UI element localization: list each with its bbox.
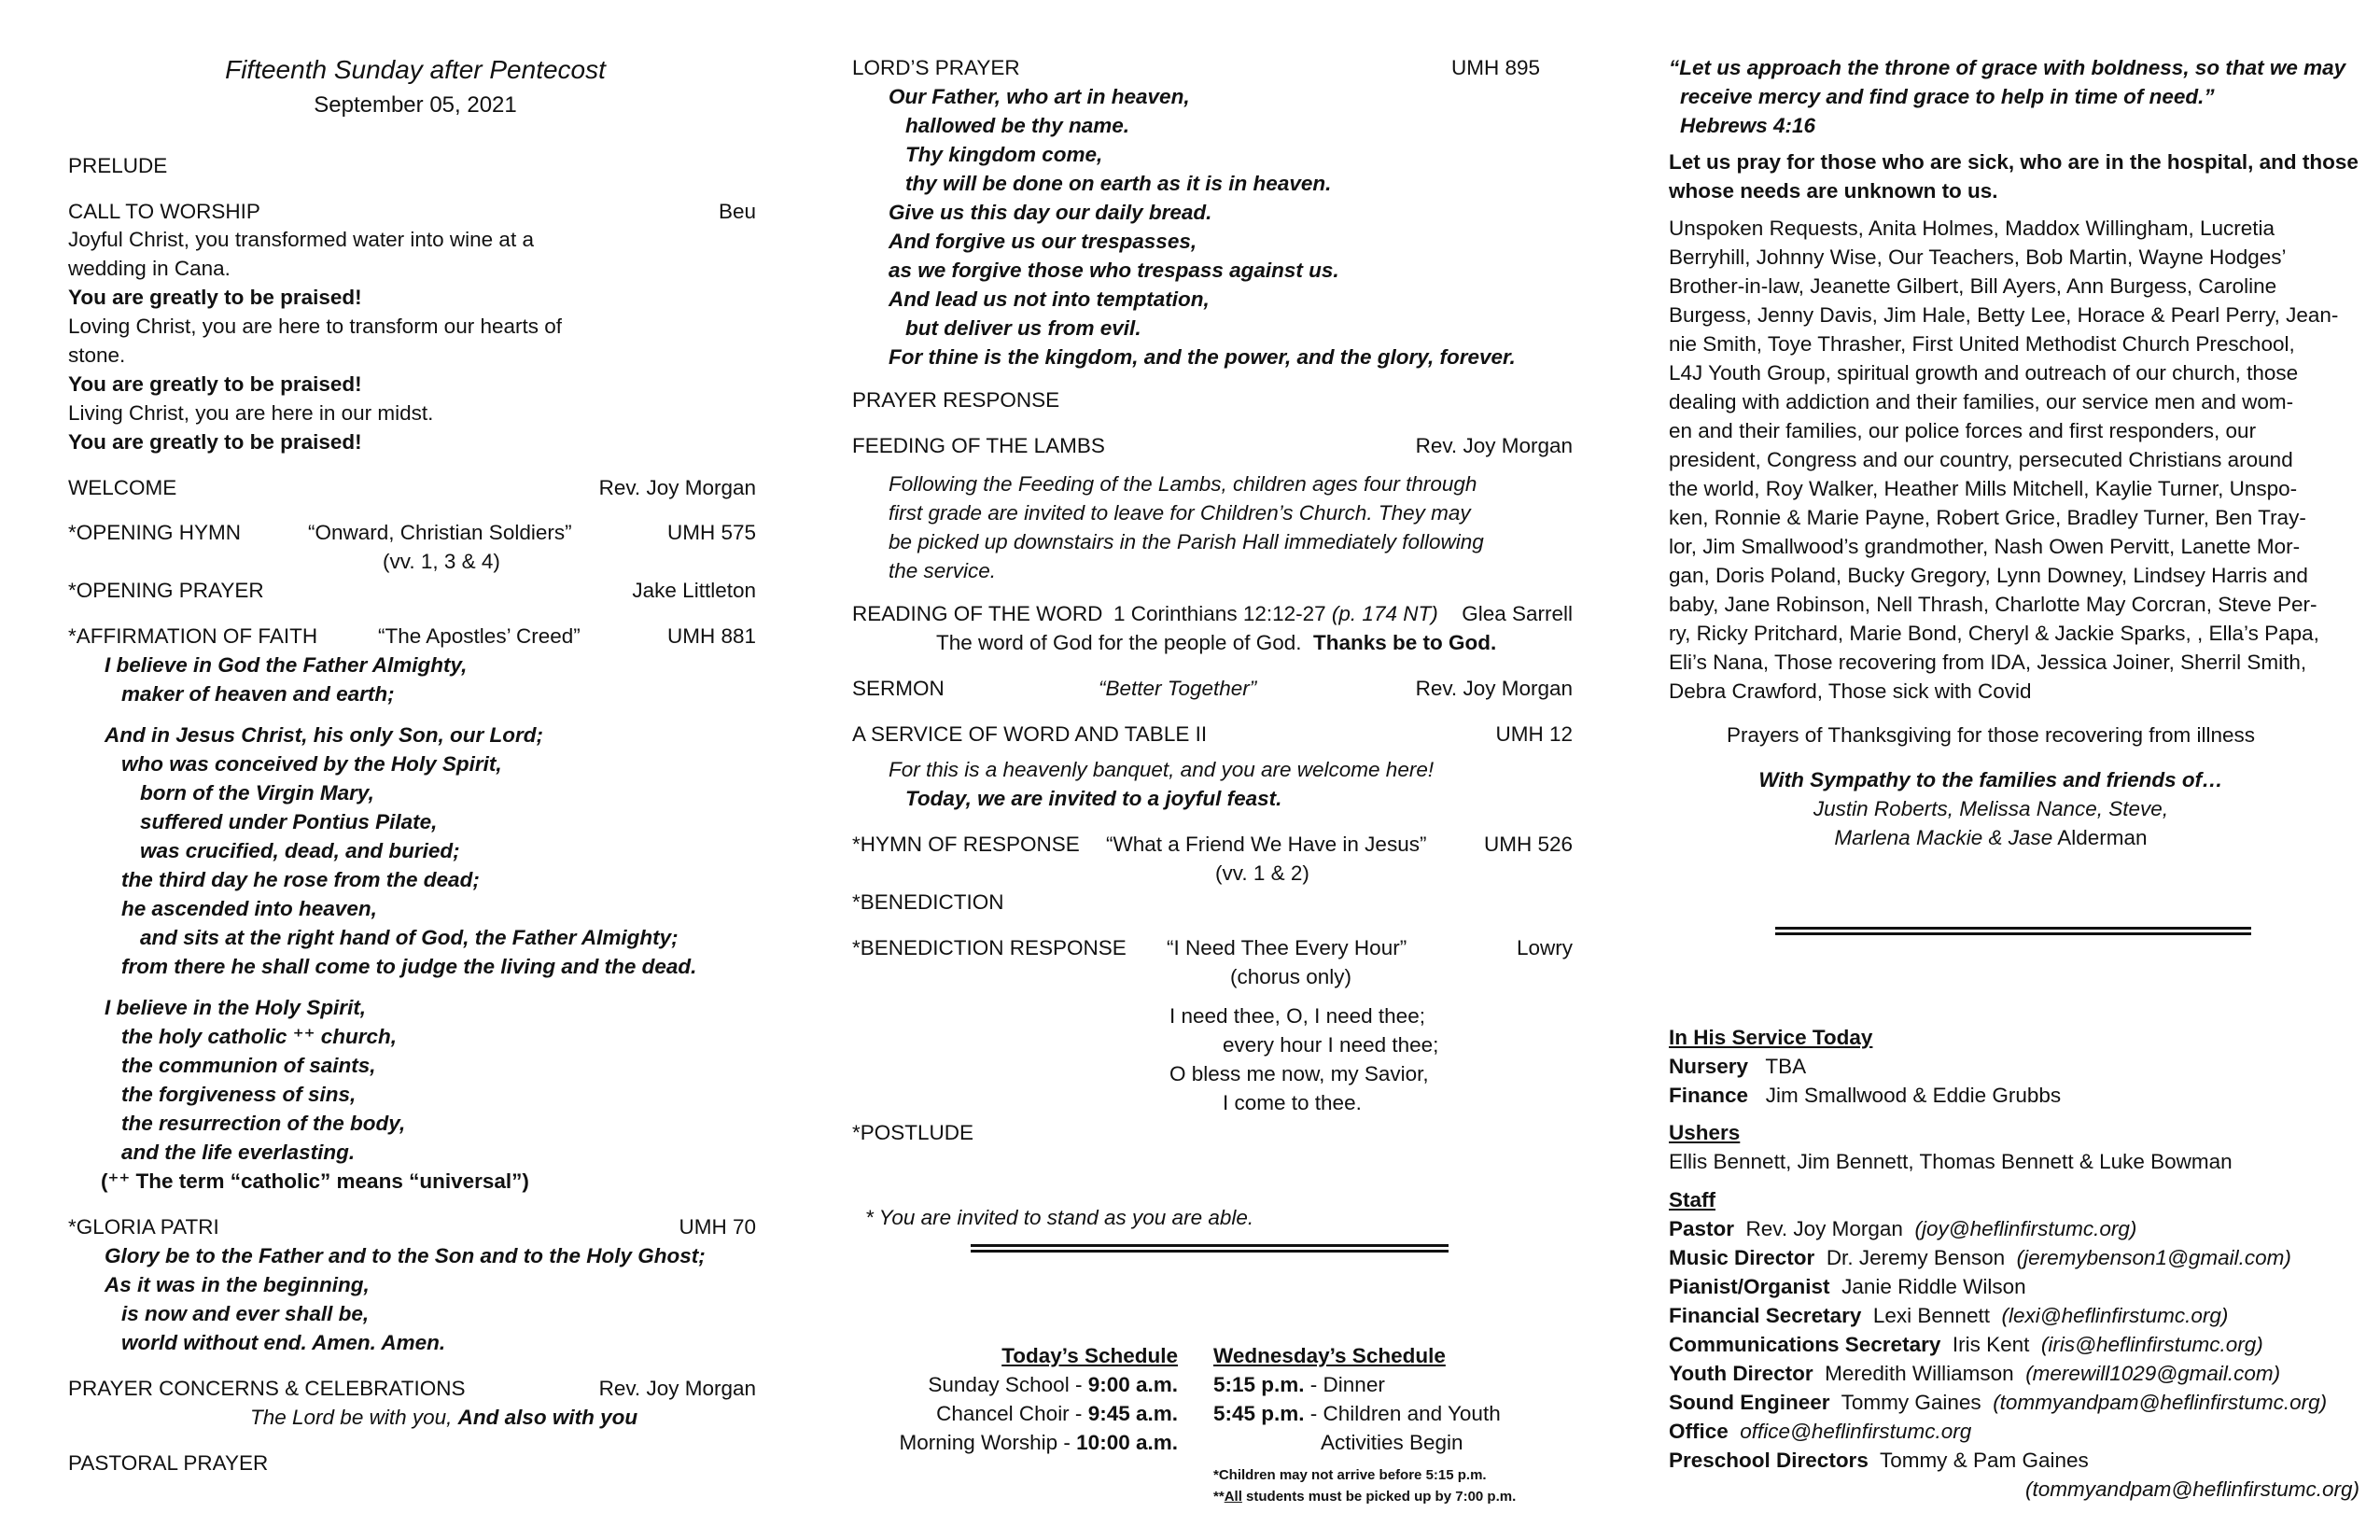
staff-role: Music Director — [1669, 1246, 1815, 1269]
section-divider — [971, 1244, 1449, 1253]
wednesday-row — [1213, 1400, 1501, 1428]
gloria-patri-number: UMH 70 — [679, 1215, 756, 1239]
stand-note: * You are invited to stand as you are able. — [865, 1206, 1254, 1229]
staff-role: Pastor — [1669, 1217, 1735, 1240]
call-line: stone. — [68, 343, 126, 367]
prayer-request-line: Debra Crawford, Those sick with Covid — [1669, 679, 2032, 703]
creed-line: the holy catholic ⁺⁺ church, — [121, 1025, 398, 1048]
creed-line: and the life everlasting. — [121, 1141, 356, 1164]
lords-prayer-number: UMH 895 — [1450, 56, 1540, 79]
staff-row — [1669, 1215, 2136, 1243]
schedule-time: 9:45 a.m. — [1087, 1402, 1178, 1425]
scripture-quote: “Let us approach the throne of grace with boldness, so that we may — [1669, 56, 2346, 79]
creed-line: maker of heaven and earth; — [121, 682, 395, 706]
finance-value: Jim Smallwood & Eddie Grubbs — [1765, 1084, 2062, 1107]
wednesday-schedule-heading: Wednesday’s Schedule — [1213, 1344, 1446, 1367]
gloria-line: is now and ever shall be, — [121, 1302, 370, 1325]
staff-email: (merewill1029@gmail.com) — [2025, 1362, 2281, 1385]
creed-footnote: (⁺⁺ The term “catholic” means “universal”) — [101, 1169, 529, 1193]
opening-prayer-leader: Jake Littleton — [632, 579, 756, 602]
finance-label: Finance — [1669, 1084, 1749, 1107]
prayer-intro: Let us pray for those who are sick, who are in the hospital, and those — [1669, 150, 2359, 174]
prayer-request-line: Berryhill, Johnny Wise, Our Teachers, Bob Martin, Wayne Hodges’ — [1669, 245, 2287, 269]
staff-email: office@heflinfirstumc.org — [1740, 1420, 1972, 1443]
staff-row — [1669, 1331, 2263, 1359]
word-table-number: UMH 12 — [1495, 722, 1573, 746]
affirmation-label: *AFFIRMATION OF FAITH — [68, 624, 318, 648]
word-table-reply: Today, we are invited to a joyful feast. — [905, 787, 1282, 810]
sympathy-heading: With Sympathy to the families and friends of… — [1758, 768, 2223, 791]
creed-line: I believe in God the Father Almighty, — [105, 653, 468, 677]
concerns-reply: And also with you — [457, 1406, 638, 1429]
feeding-lambs-label: FEEDING OF THE LAMBS — [852, 434, 1105, 457]
service-title: Fifteenth Sunday after Pentecost — [225, 55, 606, 84]
schedule-time: 5:45 p.m. — [1213, 1402, 1305, 1425]
benediction-response-label: *BENEDICTION RESPONSE — [852, 936, 1127, 959]
creed-line: the third day he rose from the dead; — [121, 868, 480, 891]
section-divider — [1775, 927, 2251, 935]
prayer-request-line: nie Smith, Toye Thrasher, First United Methodist Church Preschool, — [1669, 332, 2295, 356]
opening-hymn-number: UMH 575 — [666, 521, 756, 544]
lords-prayer-line: For thine is the kingdom, and the power, and the glory, forever. — [889, 345, 1516, 369]
staff-email: (joy@heflinfirstumc.org) — [1914, 1217, 2137, 1240]
concerns-call: The Lord be with you, — [250, 1406, 453, 1429]
lords-prayer-line: but deliver us from evil. — [905, 316, 1141, 340]
ushers-heading: Ushers — [1669, 1121, 1741, 1144]
postlude-label: *POSTLUDE — [852, 1121, 974, 1144]
gloria-line: Glory be to the Father and to the Son and to the Holy Ghost; — [105, 1244, 706, 1267]
staff-name: Tommy Gaines — [1841, 1391, 1981, 1414]
prayer-request-line: dealing with addiction and their families, our service men and wom- — [1669, 390, 2294, 413]
note-text: students must be picked up by 7:00 p.m. — [1241, 1489, 1517, 1505]
creed-line: the forgiveness of sins, — [121, 1083, 357, 1106]
reading-label: READING OF THE WORD — [852, 602, 1103, 625]
service-today-heading: In His Service Today — [1669, 1026, 1873, 1049]
service-date: September 05, 2021 — [314, 92, 517, 118]
feeding-lambs-note: first grade are invited to leave for Children’s Church. They may — [889, 501, 1471, 525]
staff-name: Janie Riddle Wilson — [1841, 1275, 2026, 1298]
call-to-worship-label: CALL TO WORSHIP — [68, 200, 260, 223]
scripture-quote: receive mercy and find grace to help in time of need.” — [1680, 85, 2215, 108]
nursery-row — [1669, 1053, 1806, 1081]
call-line: Living Christ, you are here in our midst. — [68, 401, 434, 425]
benediction-response-title: “I Need Thee Every Hour” — [1167, 936, 1407, 959]
call-response: You are greatly to be praised! — [68, 430, 362, 454]
call-response: You are greatly to be praised! — [68, 286, 362, 309]
schedule-event: - Dinner — [1304, 1373, 1385, 1396]
concerns-response — [250, 1404, 637, 1432]
scripture-citation: Hebrews 4:16 — [1680, 114, 1816, 137]
staff-role: Financial Secretary — [1669, 1304, 1862, 1327]
prayer-concerns-label: PRAYER CONCERNS & CELEBRATIONS — [68, 1377, 466, 1400]
gloria-patri-label: *GLORIA PATRI — [68, 1215, 219, 1239]
hymn-response-title: “What a Friend We Have in Jesus” — [1106, 833, 1427, 856]
word-table-call: For this is a heavenly banquet, and you are welcome here! — [889, 758, 1435, 781]
reading-reader: Glea Sarrell — [1462, 602, 1573, 625]
ushers-names: Ellis Bennett, Jim Bennett, Thomas Bennett & Luke Bowman — [1669, 1150, 2233, 1173]
hymn-response-label: *HYMN OF RESPONSE — [852, 833, 1080, 856]
staff-row — [1669, 1302, 2228, 1330]
feeding-lambs-note: the service. — [889, 559, 997, 582]
schedule-row — [840, 1400, 1178, 1428]
affirmation-title: “The Apostles’ Creed” — [378, 624, 581, 648]
opening-prayer-label: *OPENING PRAYER — [68, 579, 264, 602]
schedule-time: 10:00 a.m. — [1076, 1431, 1178, 1454]
staff-row — [1669, 1360, 2280, 1388]
gloria-line: As it was in the beginning, — [105, 1273, 370, 1296]
schedule-time: 5:15 p.m. — [1213, 1373, 1305, 1396]
opening-hymn-label: *OPENING HYMN — [68, 521, 242, 544]
staff-row — [1669, 1447, 2089, 1475]
sympathy-names — [1669, 824, 2313, 852]
lords-prayer-line: And forgive us our trespasses, — [889, 230, 1197, 253]
lords-prayer-line: Give us this day our daily bread. — [889, 201, 1212, 224]
wednesday-row — [1213, 1371, 1385, 1399]
creed-line: born of the Virgin Mary, — [140, 781, 374, 805]
staff-email: (jeremybenson1@gmail.com) — [2016, 1246, 2291, 1269]
opening-hymn-verses: (vv. 1, 3 & 4) — [383, 550, 500, 573]
gloria-line: world without end. Amen. Amen. — [121, 1331, 446, 1354]
hymn-response-verses: (vv. 1 & 2) — [1215, 861, 1309, 885]
lords-prayer-line: hallowed be thy name. — [905, 114, 1130, 137]
prayer-request-line: ken, Ronnie & Marie Payne, Robert Grice, Bradley Turner, Ben Tray- — [1669, 506, 2306, 529]
staff-role: Preschool Directors — [1669, 1449, 1869, 1472]
prayer-request-line: L4J Youth Group, spiritual growth and outreach of our church, those — [1669, 361, 2299, 385]
creed-line: suffered under Pontius Pilate, — [140, 810, 438, 833]
staff-name: Lexi Bennett — [1872, 1304, 1990, 1327]
staff-heading: Staff — [1669, 1188, 1715, 1211]
feeding-lambs-note: be picked up downstairs in the Parish Hall immediately following — [889, 530, 1484, 553]
welcome-label: WELCOME — [68, 476, 177, 499]
prayer-response-label: PRAYER RESPONSE — [852, 388, 1060, 412]
schedule-event: Morning Worship - — [899, 1431, 1077, 1454]
creed-line: the resurrection of the body, — [121, 1112, 406, 1135]
staff-row — [1669, 1389, 2327, 1417]
benediction-label: *BENEDICTION — [852, 890, 1004, 914]
benediction-response-sub: (chorus only) — [1230, 965, 1352, 988]
creed-line: was crucified, dead, and buried; — [140, 839, 460, 862]
staff-row — [1669, 1418, 1971, 1446]
reading-response — [936, 629, 1496, 657]
chorus-line: I need thee, O, I need thee; — [1169, 1004, 1425, 1028]
staff-email: (iris@heflinfirstumc.org) — [2040, 1333, 2263, 1356]
chorus-line: I come to thee. — [1223, 1091, 1362, 1114]
staff-name: Dr. Jeremy Benson — [1826, 1246, 2006, 1269]
feeding-lambs-leader: Rev. Joy Morgan — [1415, 434, 1573, 457]
reading-call: The word of God for the people of God. — [936, 631, 1302, 654]
staff-role: Communications Secretary — [1669, 1333, 1941, 1356]
lords-prayer-line: thy will be done on earth as it is in heaven. — [905, 172, 1332, 195]
staff-role: Office — [1669, 1420, 1729, 1443]
call-response: You are greatly to be praised! — [68, 372, 362, 396]
schedule-time: 9:00 a.m. — [1087, 1373, 1178, 1396]
staff-email: (lexi@heflinfirstumc.org) — [2001, 1304, 2229, 1327]
schedule-event: Chancel Choir - — [936, 1402, 1088, 1425]
sermon-preacher: Rev. Joy Morgan — [1415, 677, 1573, 700]
sermon-label: SERMON — [852, 677, 945, 700]
hymn-response-number: UMH 526 — [1483, 833, 1573, 856]
benediction-response-composer: Lowry — [1516, 936, 1573, 959]
finance-row — [1669, 1082, 2061, 1110]
lords-prayer-label: LORD’S PRAYER — [852, 56, 1020, 79]
nursery-label: Nursery — [1669, 1055, 1749, 1078]
schedule-event: - Children and Youth — [1304, 1402, 1501, 1425]
note-emphasis: All — [1224, 1489, 1242, 1505]
staff-name: Rev. Joy Morgan — [1745, 1217, 1903, 1240]
prayer-request-line: Eli’s Nana, Those recovering from IDA, Jessica Joiner, Sherril Smith, — [1669, 651, 2307, 674]
creed-line: I believe in the Holy Spirit, — [105, 996, 367, 1019]
pastoral-prayer-label: PASTORAL PRAYER — [68, 1451, 269, 1475]
lords-prayer-line: as we forgive those who trespass against us. — [889, 259, 1339, 282]
thanksgiving-line: Prayers of Thanksgiving for those recovering from illness — [1726, 723, 2256, 747]
reading-reply: Thanks be to God. — [1313, 631, 1497, 654]
today-schedule-heading: Today’s Schedule — [1001, 1344, 1178, 1367]
wednesday-note: *Children may not arrive before 5:15 p.m. — [1213, 1467, 1487, 1483]
wednesday-note — [1213, 1488, 1516, 1506]
chorus-line: every hour I need thee; — [1223, 1033, 1439, 1057]
staff-email: (tommyandpam@heflinfirstumc.org) — [1993, 1391, 2328, 1414]
prayer-concerns-leader: Rev. Joy Morgan — [598, 1377, 756, 1400]
preschool-email: (tommyandpam@heflinfirstumc.org) — [2025, 1477, 2359, 1501]
prayer-request-line: the world, Roy Walker, Heather Mills Mitchell, Kaylie Turner, Unspo- — [1669, 477, 2298, 500]
creed-line: he ascended into heaven, — [121, 897, 377, 920]
creed-line: the communion of saints, — [121, 1054, 376, 1077]
staff-role: Youth Director — [1669, 1362, 1813, 1385]
prayer-request-line: lor, Jim Smallwood’s grandmother, Nash Owen Pervitt, Lanette Mor- — [1669, 535, 2301, 558]
schedule-row — [840, 1429, 1178, 1457]
sympathy-names-a: Marlena Mackie & Jase — [1834, 826, 2053, 849]
call-line: Joyful Christ, you transformed water into wine at a — [68, 228, 534, 251]
prayer-request-line: Brother-in-law, Jeanette Gilbert, Bill Ayers, Ann Burgess, Caroline — [1669, 274, 2277, 298]
lords-prayer-line: And lead us not into temptation, — [889, 287, 1210, 311]
schedule-event: Sunday School - — [928, 1373, 1088, 1396]
creed-line: And in Jesus Christ, his only Son, our Lord; — [105, 723, 544, 747]
creed-line: who was conceived by the Holy Spirit, — [121, 752, 502, 776]
staff-role: Sound Engineer — [1669, 1391, 1830, 1414]
nursery-value: TBA — [1765, 1055, 1807, 1078]
staff-role: Pianist/Organist — [1669, 1275, 1830, 1298]
prayer-request-line: ry, Ricky Pritchard, Marie Bond, Cheryl & Jackie Sparks, , Ella’s Papa, — [1669, 622, 2319, 645]
staff-name: Iris Kent — [1952, 1333, 2030, 1356]
word-table-label: A SERVICE OF WORD AND TABLE II — [852, 722, 1208, 746]
scripture-page: (p. 174 NT) — [1331, 602, 1438, 625]
scripture-ref: 1 Corinthians 12:12-27 — [1113, 602, 1326, 625]
lords-prayer-line: Our Father, who art in heaven, — [889, 85, 1190, 108]
staff-row — [1669, 1244, 2291, 1272]
creed-line: and sits at the right hand of God, the Father Almighty; — [140, 926, 679, 949]
affirmation-number: UMH 881 — [666, 624, 756, 648]
staff-name: Meredith Williamson — [1825, 1362, 2014, 1385]
feeding-lambs-note: Following the Feeding of the Lambs, children ages four through — [889, 472, 1477, 496]
prayer-request-line: president, Congress and our country, persecuted Christians around — [1669, 448, 2293, 471]
prayer-request-line: baby, Jane Robinson, Nell Thrash, Charlotte May Corcran, Steve Per- — [1669, 593, 2317, 616]
staff-name: Tommy & Pam Gaines — [1879, 1449, 2089, 1472]
sermon-title: “Better Together” — [1099, 677, 1257, 700]
staff-row — [1669, 1273, 2026, 1301]
call-line: Loving Christ, you are here to transform our hearts of — [68, 315, 563, 338]
wednesday-row-continued: Activities Begin — [1321, 1431, 1463, 1454]
lords-prayer-line: Thy kingdom come, — [905, 143, 1103, 166]
sympathy-names-b: Alderman — [2052, 826, 2148, 849]
prayer-request-line: gan, Doris Poland, Bucky Gregory, Lynn Downey, Lindsey Harris and — [1669, 564, 2308, 587]
schedule-row — [840, 1371, 1178, 1399]
prayer-request-line: en and their families, our police forces and first responders, our — [1669, 419, 2257, 442]
prayer-request-line: Burgess, Jenny Davis, Jim Hale, Betty Lee, Horace & Pearl Perry, Jean- — [1669, 303, 2339, 327]
chorus-line: O bless me now, my Savior, — [1169, 1062, 1429, 1085]
sympathy-names: Justin Roberts, Melissa Nance, Steve, — [1813, 797, 2169, 820]
note-prefix: ** — [1213, 1489, 1225, 1505]
prayer-request-line: Unspoken Requests, Anita Holmes, Maddox Willingham, Lucretia — [1669, 217, 2275, 240]
call-line: wedding in Cana. — [68, 257, 231, 280]
opening-hymn-title: “Onward, Christian Soldiers” — [308, 521, 572, 544]
prayer-intro: whose needs are unknown to us. — [1669, 179, 1998, 203]
welcome-leader: Rev. Joy Morgan — [598, 476, 756, 499]
creed-line: from there he shall come to judge the living and the dead. — [121, 955, 697, 978]
prelude-label: PRELUDE — [68, 154, 168, 177]
call-to-worship-leader: Beu — [718, 200, 756, 223]
